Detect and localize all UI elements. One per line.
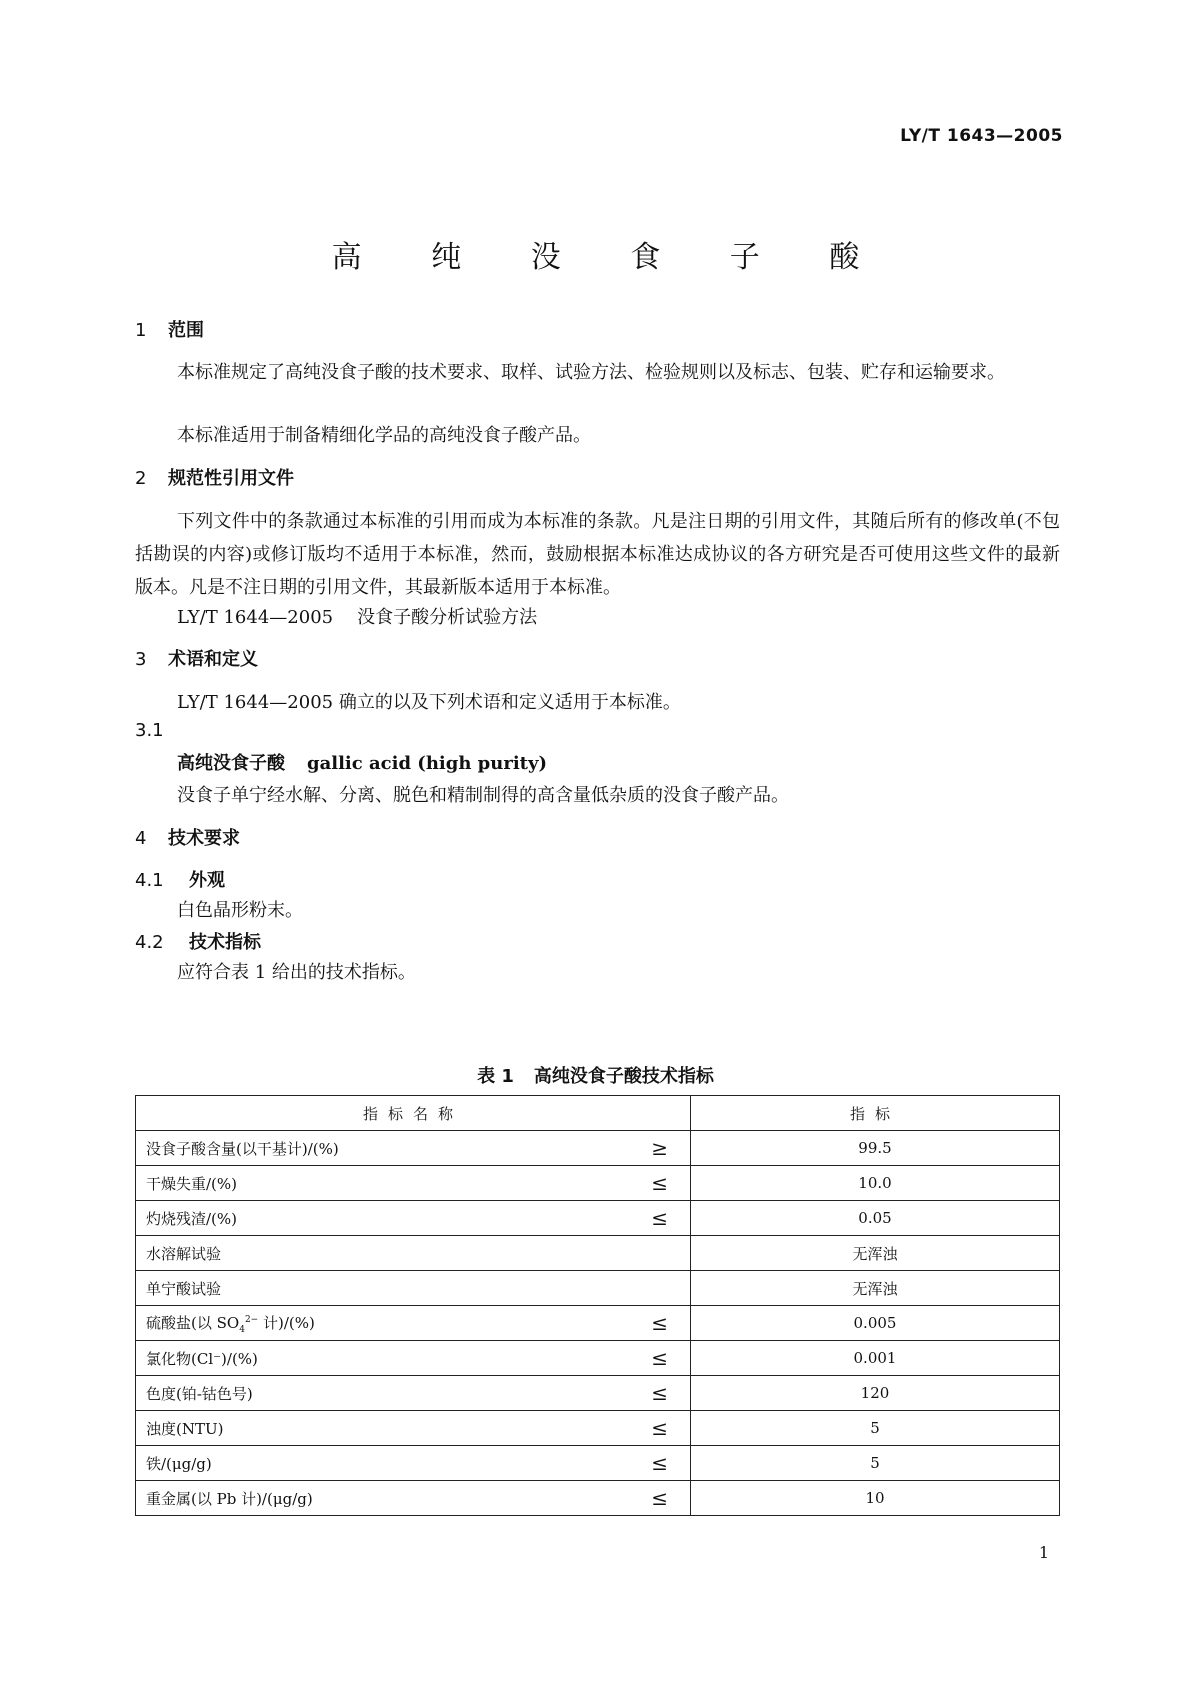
indicator-name-cell [136,1201,691,1236]
indicator-value: 无浑浊 [691,1236,1060,1271]
section-2-heading [135,464,294,490]
table-row [136,1236,1060,1271]
table-row [136,1166,1060,1201]
indicator-name-cell [136,1271,691,1306]
table-title: 高纯没食子酸技术指标 [533,1066,714,1087]
indicator-name-cell [136,1376,691,1411]
indicator-value: 无浑浊 [691,1271,1060,1306]
indicator-value: 0.001 [691,1341,1060,1376]
indicator-name-cell [136,1166,691,1201]
indicator-value: 5 [691,1411,1060,1446]
indicator-value: 5 [691,1446,1060,1481]
subsection-number: 4.1 [135,870,164,891]
reference-title: 没食子酸分析试验方法 [357,607,538,628]
table-row [136,1341,1060,1376]
indicator-name-cell [136,1131,691,1166]
indicator-value: 0.05 [691,1201,1060,1236]
indicator-name: 色度(铂-钴色号) [146,1384,253,1403]
header-indicator-name: 指标名称 [136,1096,691,1131]
paragraph: LY/T 1644—2005 确立的以及下列术语和定义适用于本标准。 [177,692,681,713]
table-row [136,1201,1060,1236]
section-1-heading [135,316,204,342]
comparison-symbol: ≤ [651,1171,668,1195]
section-3-heading [135,645,258,671]
specification-table [135,1095,1060,1516]
subsection-title: 外观 [189,870,225,891]
section-number: 2 [135,468,147,489]
subsection-number: 3.1 [135,720,164,741]
table-row [136,1306,1060,1341]
comparison-symbol: ≥ [651,1136,668,1160]
indicator-name: 氯化物(Cl⁻)/(%) [146,1349,258,1368]
subsection-4-1-heading [135,866,225,892]
paragraph: 本标准规定了高纯没食子酸的技术要求、取样、试验方法、检验规则以及标志、包装、贮存和运输要求。 [177,362,1005,383]
indicator-name: 没食子酸含量(以干基计)/(%) [146,1139,339,1158]
indicator-name-cell [136,1446,691,1481]
section-number: 4 [135,828,147,849]
comparison-symbol: ≤ [651,1311,668,1335]
subsection-number: 4.2 [135,932,164,953]
page-number: 1 [1038,1543,1049,1562]
comparison-symbol: ≤ [651,1206,668,1230]
paragraph: 应符合表 1 给出的技术指标。 [177,962,416,983]
section-number: 3 [135,649,147,670]
paragraph: 本标准适用于制备精细化学品的高纯没食子酸产品。 [177,425,591,446]
term-definition: 没食子单宁经水解、分离、脱色和精制制得的高含量低杂质的没食子酸产品。 [177,785,789,806]
comparison-symbol: ≤ [651,1381,668,1405]
term-entry [177,749,547,775]
comparison-symbol: ≤ [651,1416,668,1440]
table-row [136,1131,1060,1166]
section-number: 1 [135,320,147,341]
name-prefix: 硫酸盐(以 SO [146,1313,240,1332]
indicator-value: 120 [691,1376,1060,1411]
header-indicator-value: 指标 [691,1096,1060,1131]
name-suffix: 计)/(%) [258,1313,315,1332]
indicator-name: 单宁酸试验 [146,1279,222,1298]
comparison-symbol: ≤ [651,1451,668,1475]
indicator-name: 灼烧残渣/(%) [146,1209,238,1228]
section-title: 范围 [168,320,204,341]
indicator-value: 0.005 [691,1306,1060,1341]
section-title: 技术要求 [168,828,240,849]
term-english: gallic acid (high purity) [307,753,547,774]
indicator-name: 干燥失重/(%) [146,1174,238,1193]
document-code: LY/T 1643—2005 [900,126,1063,146]
name-superscript: 2− [244,1314,259,1325]
table-number: 表 1 [477,1066,514,1087]
section-title: 术语和定义 [168,649,258,670]
page-title: 高 纯 没 食 子 酸 [331,240,890,275]
section-4-heading [135,824,240,850]
table-caption [0,1062,1191,1088]
reference-code: LY/T 1644—2005 [177,607,334,628]
table-row [136,1376,1060,1411]
indicator-name: 铁/(μg/g) [146,1454,212,1473]
indicator-name: 水溶解试验 [146,1244,222,1263]
indicator-value: 99.5 [691,1131,1060,1166]
comparison-symbol: ≤ [651,1486,668,1510]
paragraph: 下列文件中的条款通过本标准的引用而成为本标准的条款。凡是注日期的引用文件，其随后所有的修改单(不包括勘误的内容)或修订版均不适用于本标准，然而，鼓励根据本标准达成协议的各方研究是否可使用这些文件的最新版本。凡是不注日期的引用文件，其最新版本适用于本标准。 [135,511,1060,598]
term-chinese: 高纯没食子酸 [177,753,285,774]
subsection-4-2-heading [135,928,261,954]
name-subscript: 4 [239,1324,245,1335]
indicator-name [146,1313,315,1335]
paragraph: 白色晶形粉末。 [177,900,303,921]
indicator-name-cell [136,1411,691,1446]
table-row [136,1481,1060,1516]
indicator-name: 浊度(NTU) [146,1419,224,1438]
indicator-name-cell [136,1341,691,1376]
table-row [136,1411,1060,1446]
subsection-title: 技术指标 [189,932,261,953]
indicator-name-cell [136,1236,691,1271]
table-row [136,1446,1060,1481]
comparison-symbol: ≤ [651,1346,668,1370]
table-header-row [136,1096,1060,1131]
indicator-name-cell [136,1481,691,1516]
table-row [136,1271,1060,1306]
indicator-name: 重金属(以 Pb 计)/(μg/g) [146,1489,313,1508]
section-title: 规范性引用文件 [168,468,294,489]
indicator-value: 10.0 [691,1166,1060,1201]
reference-line [177,603,537,629]
indicator-value: 10 [691,1481,1060,1516]
indicator-name-cell [136,1306,691,1341]
